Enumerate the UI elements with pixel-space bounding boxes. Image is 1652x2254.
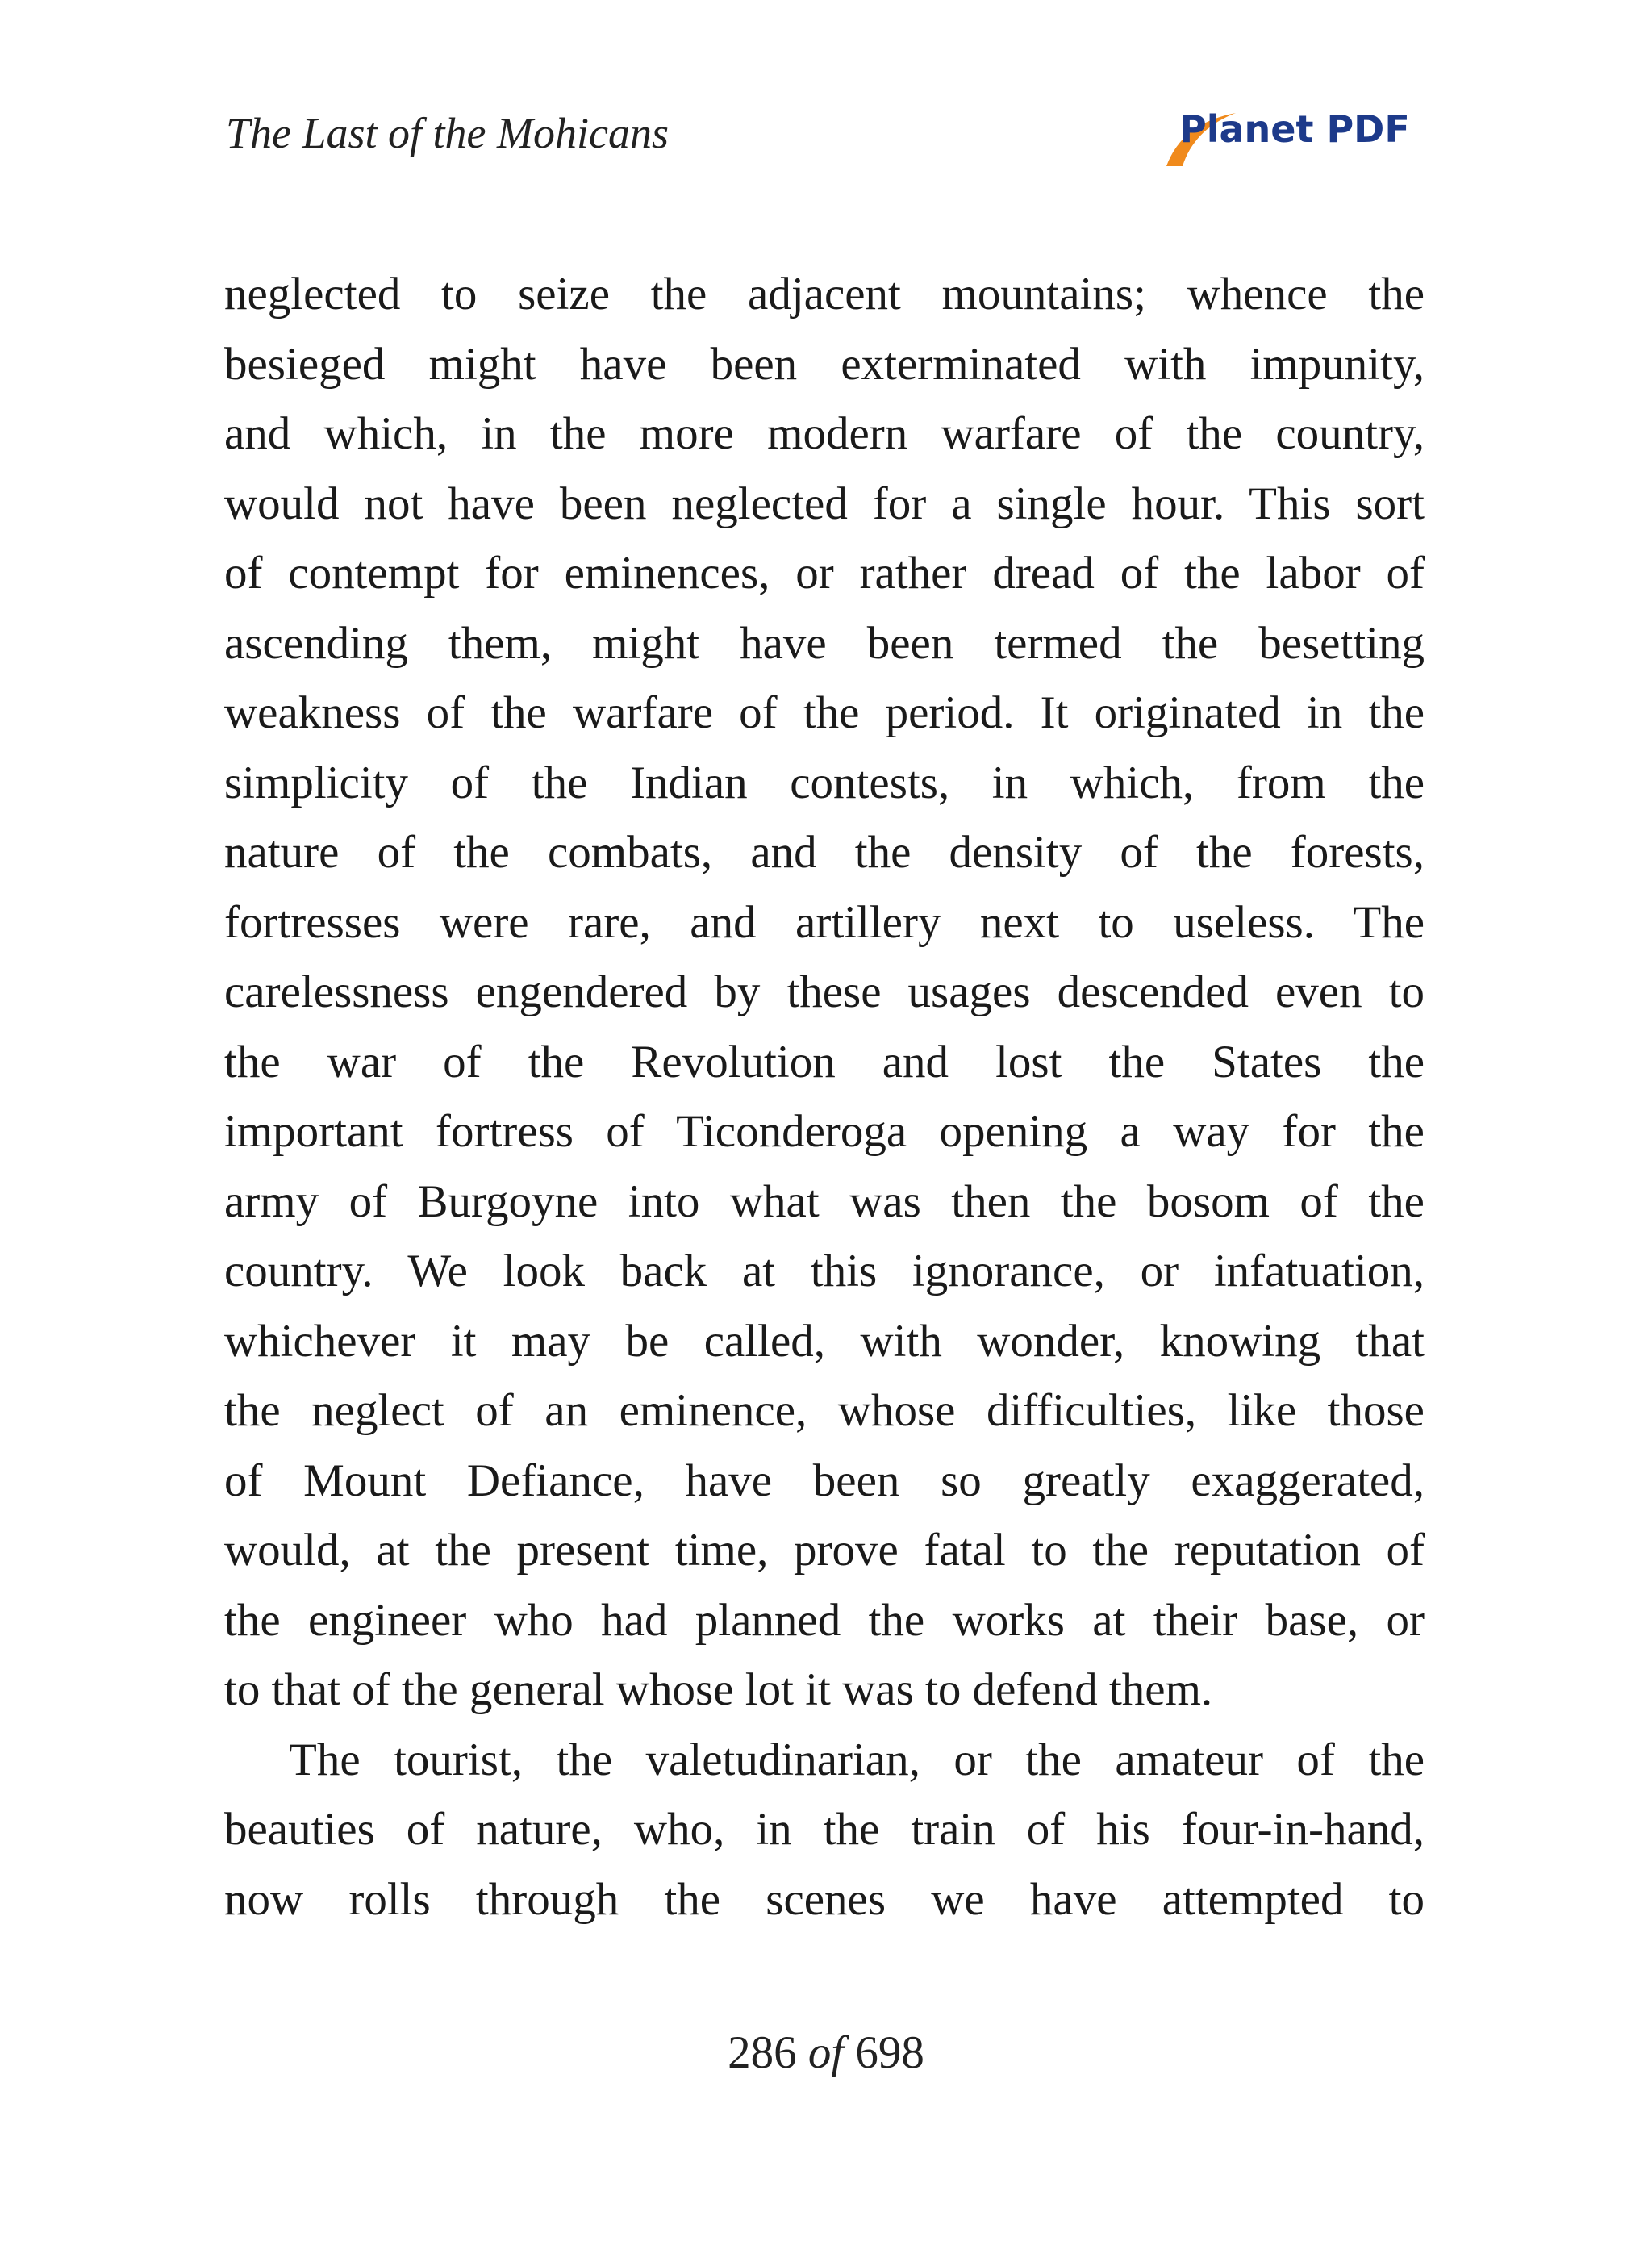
text-line: the war of the Revolution and lost the States the bbox=[224, 1036, 1425, 1087]
text-line: army of Burgoyne into what was then the bosom of the bbox=[224, 1175, 1425, 1227]
text-line: carelessness engendered by these usages descended even to bbox=[224, 966, 1425, 1017]
text-line: beauties of nature, who, in the train of his four-in-hand, bbox=[224, 1804, 1425, 1855]
logo-text: Planet PDF bbox=[1179, 107, 1410, 151]
text-line: besieged might have been exterminated with impunity, bbox=[224, 338, 1425, 390]
running-title: The Last of the Mohicans bbox=[226, 109, 669, 157]
text-line: country. We look back at this ignorance, or infatuation, bbox=[224, 1246, 1425, 1296]
text-line: the engineer who had planned the works at their base, or bbox=[224, 1594, 1425, 1646]
text-line: of contempt for eminences, or rather dread of the labor of bbox=[224, 548, 1425, 599]
text-line: of Mount Defiance, have been so greatly exaggerated, bbox=[224, 1455, 1425, 1506]
text-line: simplicity of the Indian contests, in which, from the bbox=[224, 757, 1425, 808]
text-line: The tourist, the valetudinarian, or the amateur of the bbox=[289, 1734, 1425, 1785]
page-number bbox=[0, 2025, 1652, 2081]
paragraph-2 bbox=[224, 1726, 1425, 1935]
paragraph-1 bbox=[224, 260, 1425, 1726]
text-line: the neglect of an eminence, whose difficulties, like those bbox=[224, 1385, 1425, 1436]
text-line: important fortress of Ticonderoga opening a way for the bbox=[224, 1106, 1425, 1157]
planet-pdf-logo bbox=[1162, 95, 1428, 173]
text-line: would not have been neglected for a single hour. This sort bbox=[224, 478, 1425, 529]
text-line: now rolls through the scenes we have attempted to bbox=[224, 1873, 1425, 1925]
text-line: would, at the present time, prove fatal to the reputation of bbox=[224, 1525, 1425, 1576]
text-line: to that of the general whose lot it was to defend them. bbox=[224, 1664, 1213, 1715]
text-line: weakness of the warfare of the period. It originated in the bbox=[224, 687, 1425, 738]
text-line: and which, in the more modern warfare of the country, bbox=[224, 408, 1425, 459]
page-current: 286 bbox=[728, 2027, 797, 2078]
text-line: fortresses were rare, and artillery next to useless. The bbox=[224, 896, 1425, 948]
text-line: neglected to seize the adjacent mountains; whence the bbox=[224, 269, 1425, 319]
text-line: ascending them, might have been termed the besetting bbox=[224, 617, 1425, 669]
page-total: 698 bbox=[855, 2027, 924, 2078]
text-line: whichever it may be called, with wonder, knowing that bbox=[224, 1315, 1425, 1367]
text-line: nature of the combats, and the density of the forests, bbox=[224, 827, 1425, 878]
body-text bbox=[224, 260, 1425, 1935]
page-of-label: of bbox=[807, 2027, 845, 2078]
